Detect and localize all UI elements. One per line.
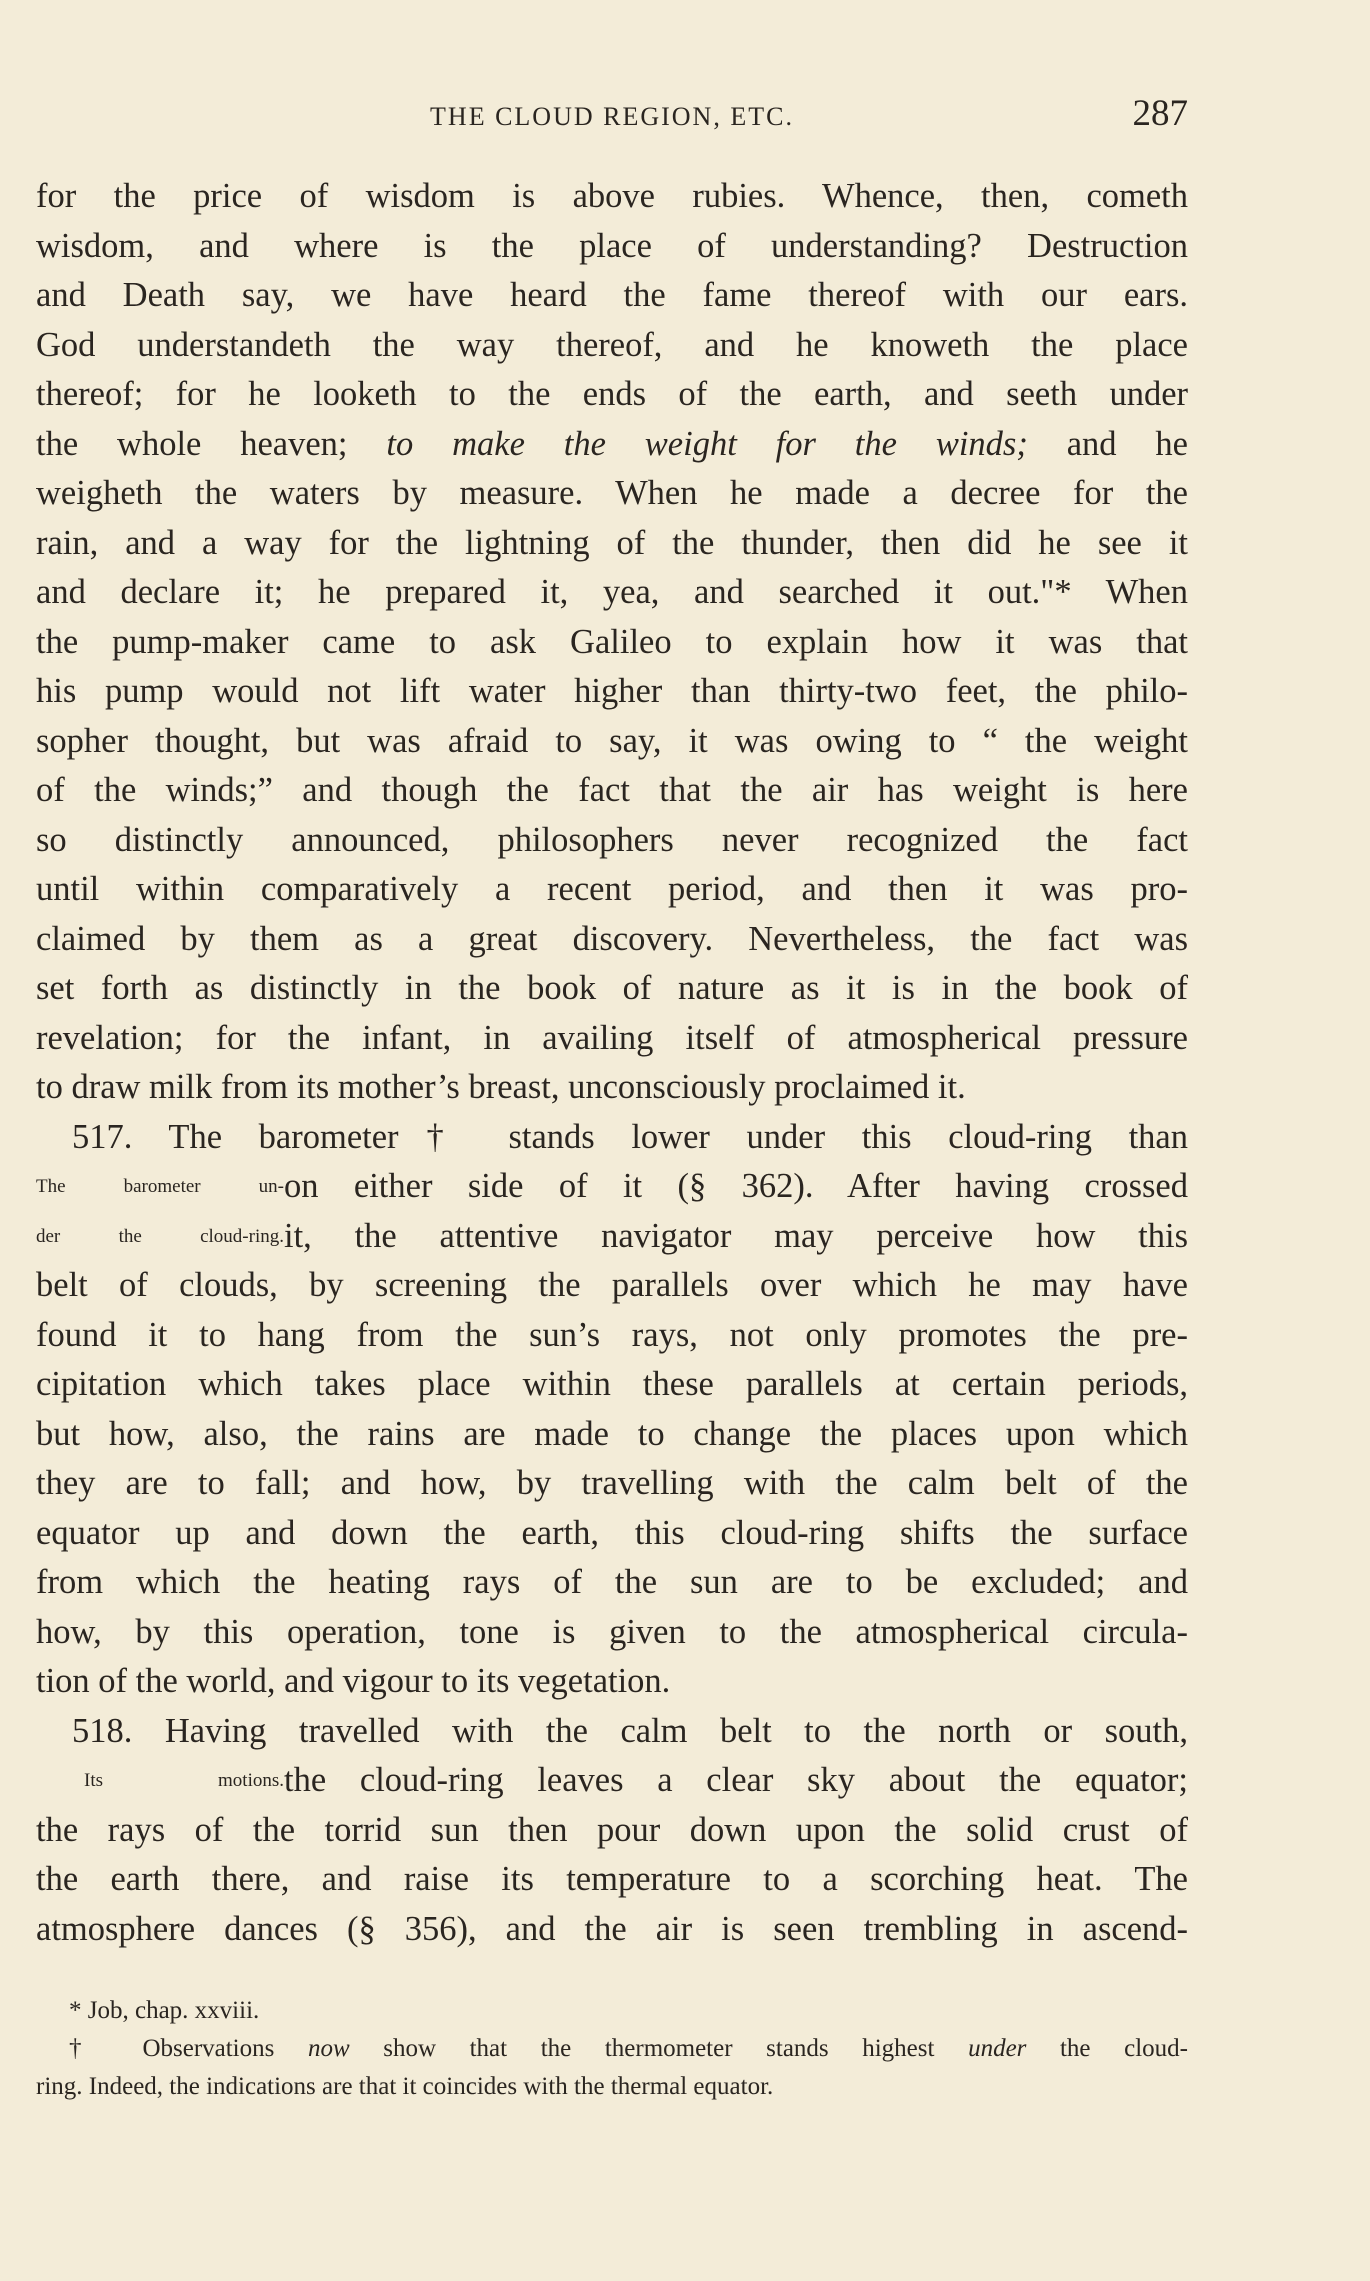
text-line: atmosphere dances (§ 356), and the air is seen trembling in ascend-	[36, 1909, 1188, 1948]
text-span: show that the thermometer stands highest	[349, 2035, 969, 2062]
text-line: sopher thought, but was afraid to say, it was owing to “ the weight	[36, 721, 1188, 760]
text-line: cipitation which takes place within these parallels at certain periods,	[36, 1365, 1188, 1403]
text-line: and declare it; he prepared it, yea, and searched it out."* When	[36, 573, 1188, 611]
footnotes	[36, 1992, 1188, 2106]
text-line: found it to hang from the sun’s rays, not only promotes the pre-	[36, 1315, 1188, 1354]
text-span: the cloud-	[1026, 2035, 1188, 2062]
text-line: but how, also, the rains are made to change the places upon which	[36, 1414, 1188, 1453]
text-line: how, by this operation, tone is given to the atmospherical circula-	[36, 1612, 1188, 1651]
text-line: they are to fall; and how, by travelling with the calm belt of the	[36, 1464, 1188, 1502]
body-text	[36, 172, 1188, 1954]
text-line: belt of clouds, by screening the parallels over which he may have	[36, 1266, 1188, 1304]
page-header	[36, 92, 1188, 140]
text-line: tion of the world, and vigour to its vegetation.	[36, 1662, 671, 1700]
text-line: so distinctly announced, philosophers never recognized the fact	[36, 820, 1188, 859]
text-line: the pump-maker came to ask Galileo to explain how it was that	[36, 622, 1188, 661]
footnote-barometer	[36, 2030, 1188, 2068]
text-line: rain, and a way for the lightning of the thunder, then did he see it	[36, 523, 1188, 562]
page-number: 287	[1132, 93, 1188, 134]
text-line: the earth there, and raise its temperature to a scorching heat. The	[36, 1860, 1188, 1898]
text-line: wisdom, and where is the place of understanding? Destruction	[36, 226, 1188, 265]
italic-word: now	[307, 2035, 350, 2062]
text-line	[36, 420, 1188, 470]
text-line-with-sidenote	[36, 1212, 1188, 1262]
text-span: it, the attentive navigator may perceive how this	[284, 1216, 1188, 1255]
text-line-with-sidenote	[36, 1756, 1188, 1806]
text-line: and Death say, we have heard the fame thereof with our ears.	[36, 276, 1188, 314]
text-span: on either side of it (§ 362). After having crossed	[284, 1167, 1188, 1205]
italic-quote: to make the weight for the winds;	[386, 424, 1028, 463]
text-line: set forth as distinctly in the book of nature as it is in the book of	[36, 969, 1188, 1007]
text-line: from which the heating rays of the sun are to be excluded; and	[36, 1563, 1188, 1601]
sidenote: der the cloud-ring.	[36, 1225, 284, 1247]
text-line: weigheth the waters by measure. When he made a decree for the	[36, 474, 1188, 512]
text-span: the whole heaven;	[36, 424, 387, 463]
text-line: until within comparatively a recent period, and then it was pro-	[36, 870, 1188, 908]
text-line: his pump would not lift water higher than thirty-two feet, the philo-	[36, 672, 1188, 710]
text-span: and he	[1027, 424, 1188, 463]
text-span: † Observations	[69, 2035, 308, 2062]
text-line: to draw milk from its mother’s breast, unconsciously proclaimed it.	[36, 1068, 966, 1106]
italic-word: under	[968, 2035, 1027, 2062]
running-head: THE CLOUD REGION, ETC.	[430, 102, 794, 131]
text-line: for the price of wisdom is above rubies. Whence, then, cometh	[36, 177, 1188, 215]
text-line: God understandeth the way thereof, and he knoweth the place	[36, 325, 1188, 364]
text-line: thereof; for he looketh to the ends of the earth, and seeth under	[36, 375, 1188, 413]
text-line: the rays of the torrid sun then pour down upon the solid crust of	[36, 1810, 1188, 1849]
text-line: of the winds;” and though the fact that the air has weight is here	[36, 771, 1188, 809]
sidenote: Its motions.	[84, 1770, 284, 1791]
text-line-with-sidenote	[36, 1162, 1188, 1212]
paragraph-start-517: 517. The barometer† stands lower under this cloud-ring than	[72, 1117, 1188, 1156]
footnote-continuation: ring. Indeed, the indications are that it coincides with the thermal equator.	[36, 2073, 774, 2100]
text-span: the cloud-ring leaves a clear sky about the equator;	[284, 1761, 1188, 1799]
text-line: equator up and down the earth, this cloud-ring shifts the surface	[36, 1513, 1188, 1552]
sidenote: The barometer un-	[36, 1176, 284, 1197]
text-line: claimed by them as a great discovery. Nevertheless, the fact was	[36, 919, 1188, 958]
footnote-job: * Job, chap. xxviii.	[69, 1997, 260, 2024]
paragraph-start-518: 518. Having travelled with the calm belt to the north or south,	[72, 1711, 1188, 1750]
text-line: revelation; for the infant, in availing itself of atmospherical pressure	[36, 1018, 1188, 1057]
